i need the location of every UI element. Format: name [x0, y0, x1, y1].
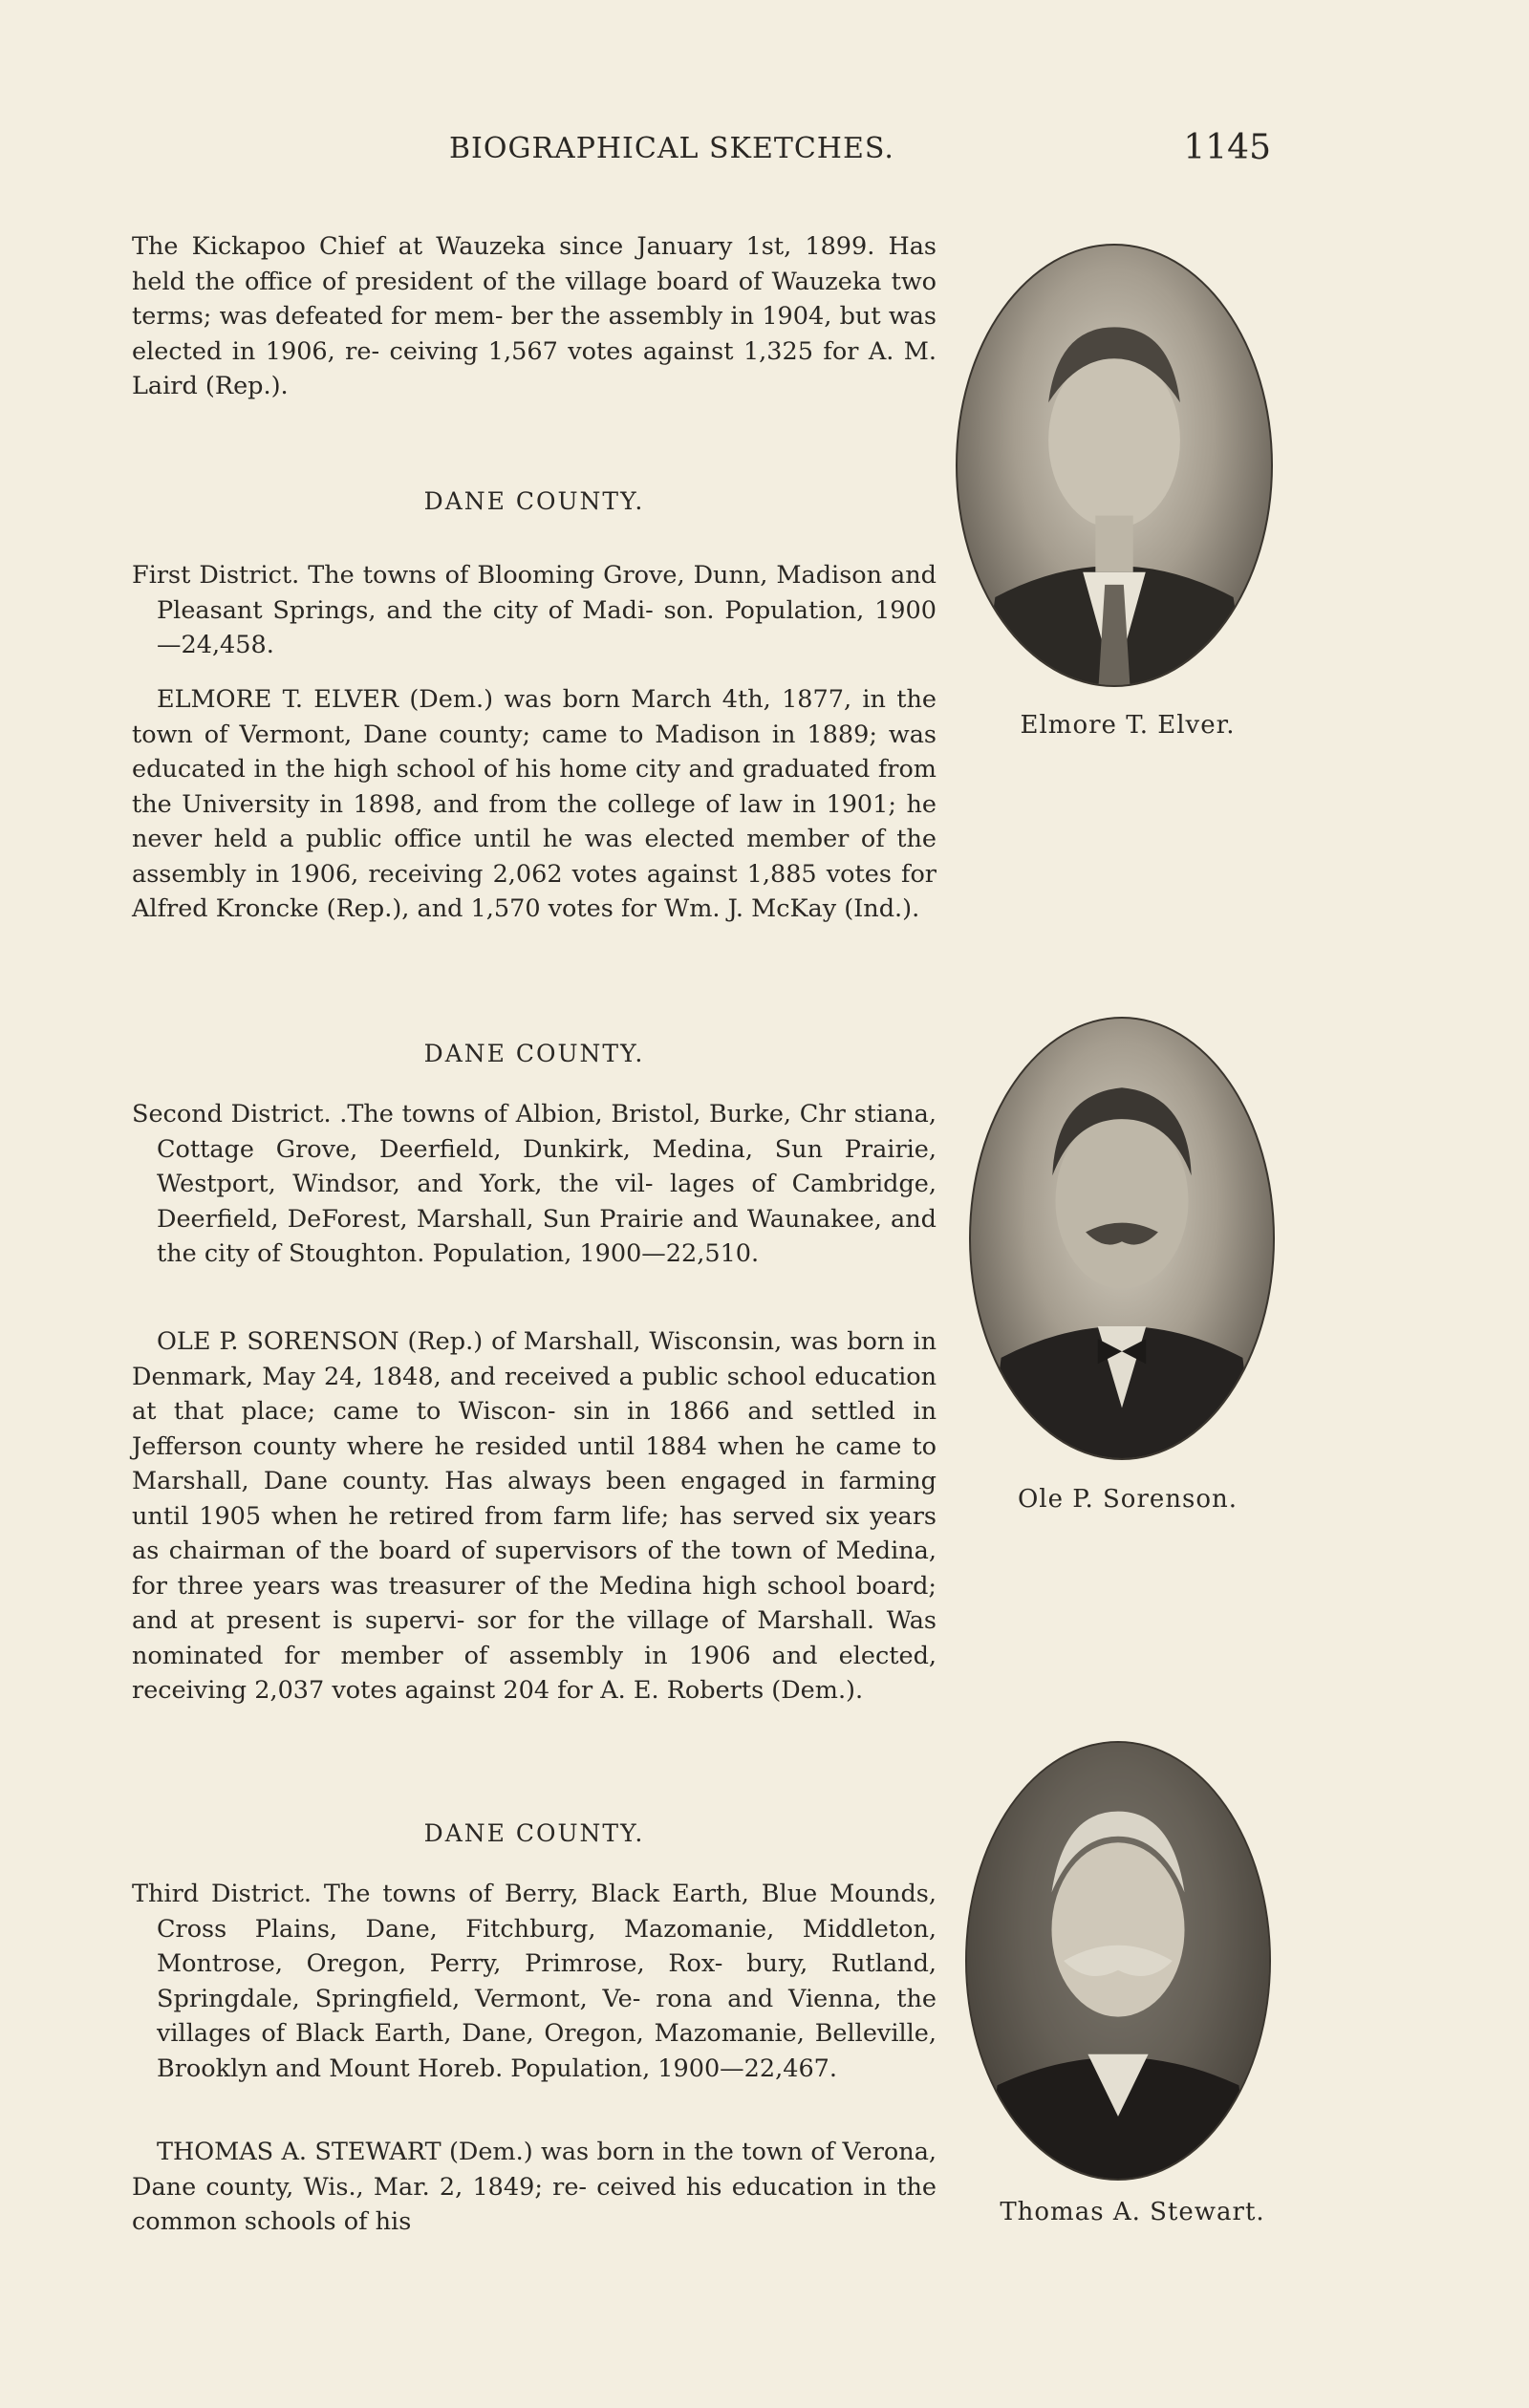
text-line: Wm. J. McKay (Ind.). [664, 894, 920, 923]
text-line: THOMAS A. STEWART (Dem.) was born in the [157, 2138, 743, 2166]
portrait-photo [969, 1017, 1275, 1460]
portrait-photo [956, 244, 1273, 687]
text-line: sin in 1866 and settled in Jefferson county where he [132, 1397, 937, 1461]
text-line: ceiving 1,567 votes against 1,325 for A. M. Laird [132, 336, 937, 400]
text-line: 1905 when he retired from farm life; has served six [199, 1501, 871, 1531]
text-line: (Rep.). [205, 372, 289, 400]
biography-paragraph [132, 1324, 937, 1709]
text-line: town of Verona, Dane county, Wis., Mar. 2, 1849; re- [132, 2138, 937, 2202]
text-line: First District. The towns of Blooming Grove, Dunn, [132, 561, 777, 590]
text-line: assembly in 1906, receiving 2,062 votes against 1,885 [132, 859, 827, 889]
section-heading: DANE COUNTY. [423, 487, 645, 515]
portrait-caption: Elmore T. Elver. [1020, 711, 1236, 740]
text-line: The Kickapoo Chief at Wauzeka since January 1st, [132, 232, 806, 261]
biography-paragraph [132, 682, 937, 927]
text-line: Prairie and Waunakee, and the city of Stoughton. [157, 1204, 937, 1268]
text-line: OLE P. SORENSON (Rep.) of Marshall, Wisconsin, [157, 1327, 791, 1356]
text-line: 1898, and from the college of law in 1901; he never [132, 789, 937, 853]
portrait-figure [958, 246, 1271, 685]
text-line: Oregon, Mazomanie, Belleville, Brooklyn and Mount [157, 2019, 937, 2083]
text-line: Population, 1900—22,510. [432, 1239, 760, 1268]
page-number: 1145 [1183, 128, 1271, 167]
section-heading: DANE COUNTY. [423, 1819, 645, 1847]
text-line: held a public office until he was elected member of the [213, 825, 937, 853]
text-line: Chr stiana, Cottage Grove, Deerfield, Dunkirk, Medina, [157, 1100, 937, 1164]
biography-paragraph [132, 2135, 937, 2240]
text-line: rona and Vienna, the villages of Black Earth, Dane, [157, 1984, 937, 2048]
text-line: Medina high school board; and at present is supervi- [132, 1571, 937, 1635]
text-line: his home city and graduated from the University in [132, 755, 937, 819]
text-line: Second District. .The towns of Albion, Bristol, Burke, [132, 1100, 800, 1129]
text-line: sor for the village of Marshall. Was nominated for [132, 1606, 937, 1670]
text-line: bury, Rutland, Springdale, Springfield, Vermont, Ve- [157, 1949, 937, 2013]
portrait-caption: Thomas A. Stewart. [1000, 2198, 1265, 2226]
text-line: Middleton, Montrose, Oregon, Perry, Primrose, Rox- [157, 1914, 937, 1978]
text-line: son. Population, 1900—24,458. [157, 595, 937, 659]
portrait-photo [965, 1741, 1271, 2181]
text-line: ceived his education in the common schools of his [132, 2172, 937, 2236]
text-line: ber the assembly in 1904, but was elected in 1906, re- [132, 302, 937, 366]
text-line: Mounds, Cross Plains, Dane, Fitchburg, Mazomanie, [157, 1880, 937, 1944]
text-line: 1899. Has held the office of president of the village [132, 232, 937, 296]
portrait-figure [967, 1743, 1269, 2179]
text-line: public school education at that place; came to Wiscon- [132, 1362, 937, 1426]
district-description [132, 1877, 937, 2086]
text-line: ELMORE T. ELVER (Dem.) was born March 4th, [157, 685, 783, 714]
text-line: Third District. The towns of Berry, Black Earth, Blue [132, 1880, 830, 1908]
text-line: 2,037 votes against 204 for A. E. Roberts (Dem.). [254, 1676, 864, 1705]
text-line: 1877, in the town of Vermont, Dane county; came to [132, 685, 937, 749]
text-line: resided until 1884 when he came to Marshall, Dane [132, 1431, 937, 1495]
text-line: votes for Alfred Kroncke (Rep.), and 1,570 votes for [132, 859, 937, 923]
text-line: was born in Denmark, May 24, 1848, and received a [132, 1327, 937, 1391]
page-header [449, 128, 1271, 180]
district-description [132, 1097, 937, 1272]
text-line: member of assembly in 1906 and elected, receiving [132, 1641, 937, 1705]
running-title: BIOGRAPHICAL SKETCHES. [449, 132, 894, 165]
district-description [132, 558, 937, 663]
text-line: Madison and Pleasant Springs, and the city of Madi- [157, 561, 937, 625]
portrait-caption: Ole P. Sorenson. [1017, 1485, 1238, 1514]
text-line: town of Medina, for three years was treasurer of the [132, 1537, 937, 1601]
section-heading: DANE COUNTY. [423, 1040, 645, 1067]
text-line: board of Wauzeka two terms; was defeated for mem- [132, 267, 937, 331]
text-line: Sun Prairie, Westport, Windsor, and York, the vil- [157, 1134, 937, 1198]
portrait-figure [971, 1019, 1273, 1458]
text-line: Madison in 1889; was educated in the high school of [132, 720, 937, 784]
intro-paragraph [132, 229, 937, 404]
text-line: years as chairman of the board of supervisors of the [132, 1501, 937, 1565]
text-line: lages of Cambridge, Deerfield, DeForest, Marshall, Sun [157, 1170, 937, 1234]
text-line: Horeb. Population, 1900—22,467. [417, 2053, 838, 2083]
text-line: county. Has always been engaged in farming until [132, 1467, 937, 1531]
